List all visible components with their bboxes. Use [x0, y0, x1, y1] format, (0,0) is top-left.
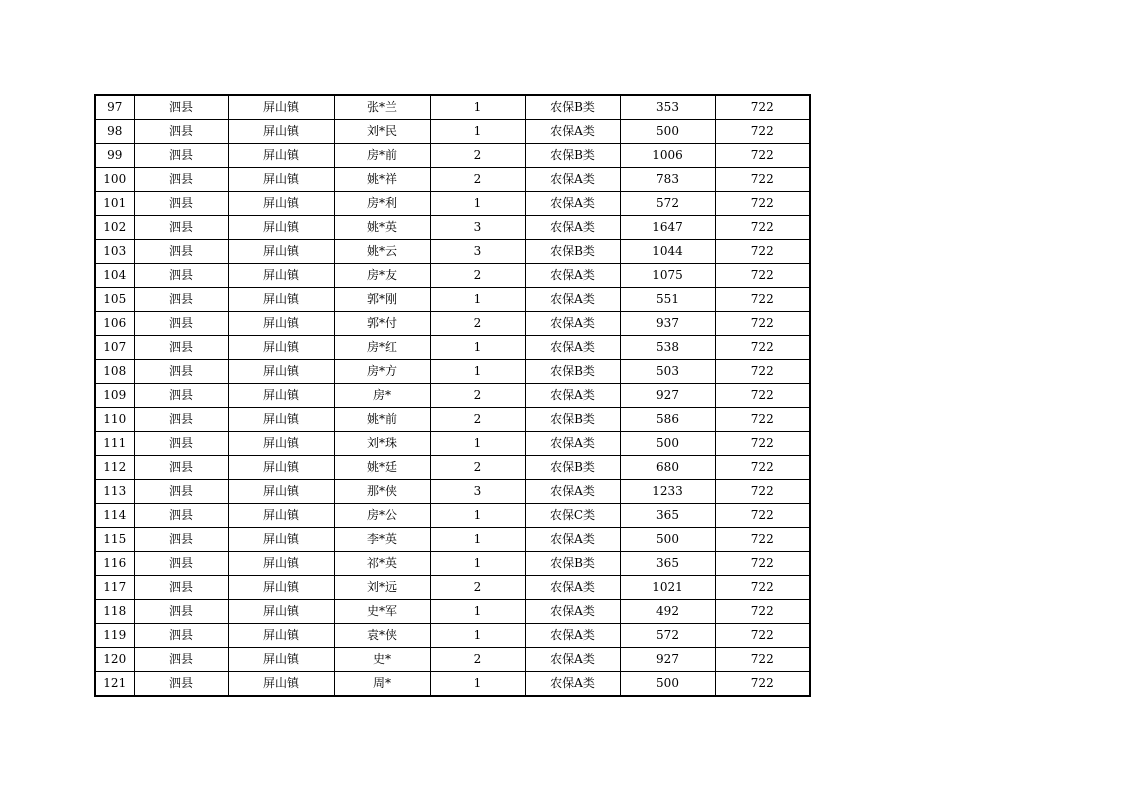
row-number-cell: 120: [95, 648, 134, 672]
standard-cell: 722: [715, 432, 810, 456]
row-number-cell: 109: [95, 384, 134, 408]
category-cell: 农保B类: [525, 144, 620, 168]
town-cell: 屏山镇: [228, 552, 334, 576]
category-cell: 农保B类: [525, 408, 620, 432]
county-cell: 泗县: [134, 672, 228, 697]
name-cell: 姚*廷: [334, 456, 430, 480]
standard-cell: 722: [715, 288, 810, 312]
amount-cell: 937: [620, 312, 715, 336]
name-cell: 那*侠: [334, 480, 430, 504]
row-number-cell: 111: [95, 432, 134, 456]
table-row: [95, 192, 810, 216]
county-cell: 泗县: [134, 456, 228, 480]
town-cell: 屏山镇: [228, 600, 334, 624]
name-cell: 房*公: [334, 504, 430, 528]
row-number-cell: 101: [95, 192, 134, 216]
count-cell: 1: [430, 624, 525, 648]
standard-cell: 722: [715, 504, 810, 528]
table-row: [95, 240, 810, 264]
standard-cell: 722: [715, 528, 810, 552]
name-cell: 周*: [334, 672, 430, 697]
town-cell: 屏山镇: [228, 384, 334, 408]
standard-cell: 722: [715, 624, 810, 648]
count-cell: 1: [430, 336, 525, 360]
amount-cell: 572: [620, 624, 715, 648]
town-cell: 屏山镇: [228, 360, 334, 384]
name-cell: 刘*远: [334, 576, 430, 600]
amount-cell: 365: [620, 552, 715, 576]
category-cell: 农保A类: [525, 264, 620, 288]
table-row: [95, 576, 810, 600]
standard-cell: 722: [715, 600, 810, 624]
name-cell: 刘*珠: [334, 432, 430, 456]
amount-cell: 353: [620, 95, 715, 120]
name-cell: 房*红: [334, 336, 430, 360]
name-cell: 郭*刚: [334, 288, 430, 312]
standard-cell: 722: [715, 216, 810, 240]
amount-cell: 586: [620, 408, 715, 432]
table-row: [95, 432, 810, 456]
county-cell: 泗县: [134, 312, 228, 336]
count-cell: 1: [430, 432, 525, 456]
count-cell: 1: [430, 552, 525, 576]
amount-cell: 492: [620, 600, 715, 624]
county-cell: 泗县: [134, 168, 228, 192]
name-cell: 姚*云: [334, 240, 430, 264]
standard-cell: 722: [715, 264, 810, 288]
county-cell: 泗县: [134, 552, 228, 576]
count-cell: 1: [430, 288, 525, 312]
category-cell: 农保A类: [525, 432, 620, 456]
category-cell: 农保A类: [525, 648, 620, 672]
row-number-cell: 121: [95, 672, 134, 697]
category-cell: 农保A类: [525, 480, 620, 504]
standard-cell: 722: [715, 480, 810, 504]
amount-cell: 500: [620, 432, 715, 456]
name-cell: 房*友: [334, 264, 430, 288]
town-cell: 屏山镇: [228, 528, 334, 552]
standard-cell: 722: [715, 360, 810, 384]
amount-cell: 365: [620, 504, 715, 528]
standard-cell: 722: [715, 648, 810, 672]
count-cell: 1: [430, 600, 525, 624]
name-cell: 姚*英: [334, 216, 430, 240]
county-cell: 泗县: [134, 480, 228, 504]
name-cell: 姚*前: [334, 408, 430, 432]
table-row: [95, 456, 810, 480]
county-cell: 泗县: [134, 648, 228, 672]
county-cell: 泗县: [134, 528, 228, 552]
town-cell: 屏山镇: [228, 432, 334, 456]
county-cell: 泗县: [134, 360, 228, 384]
county-cell: 泗县: [134, 384, 228, 408]
category-cell: 农保B类: [525, 552, 620, 576]
town-cell: 屏山镇: [228, 504, 334, 528]
table-row: [95, 480, 810, 504]
category-cell: 农保B类: [525, 360, 620, 384]
row-number-cell: 103: [95, 240, 134, 264]
row-number-cell: 107: [95, 336, 134, 360]
town-cell: 屏山镇: [228, 288, 334, 312]
town-cell: 屏山镇: [228, 264, 334, 288]
row-number-cell: 97: [95, 95, 134, 120]
category-cell: 农保A类: [525, 168, 620, 192]
table-row: [95, 264, 810, 288]
town-cell: 屏山镇: [228, 240, 334, 264]
name-cell: 史*军: [334, 600, 430, 624]
count-cell: 2: [430, 312, 525, 336]
standard-cell: 722: [715, 144, 810, 168]
table-row: [95, 360, 810, 384]
category-cell: 农保A类: [525, 600, 620, 624]
table-row: [95, 144, 810, 168]
row-number-cell: 116: [95, 552, 134, 576]
county-cell: 泗县: [134, 624, 228, 648]
table-row: [95, 168, 810, 192]
count-cell: 2: [430, 264, 525, 288]
amount-cell: 500: [620, 528, 715, 552]
county-cell: 泗县: [134, 264, 228, 288]
category-cell: 农保A类: [525, 312, 620, 336]
category-cell: 农保B类: [525, 95, 620, 120]
town-cell: 屏山镇: [228, 312, 334, 336]
name-cell: 袁*侠: [334, 624, 430, 648]
name-cell: 姚*祥: [334, 168, 430, 192]
row-number-cell: 104: [95, 264, 134, 288]
amount-cell: 1647: [620, 216, 715, 240]
name-cell: 房*前: [334, 144, 430, 168]
count-cell: 2: [430, 168, 525, 192]
row-number-cell: 115: [95, 528, 134, 552]
row-number-cell: 117: [95, 576, 134, 600]
town-cell: 屏山镇: [228, 336, 334, 360]
table-row: [95, 384, 810, 408]
amount-cell: 680: [620, 456, 715, 480]
row-number-cell: 112: [95, 456, 134, 480]
name-cell: 房*方: [334, 360, 430, 384]
county-cell: 泗县: [134, 95, 228, 120]
table-row: [95, 504, 810, 528]
standard-cell: 722: [715, 192, 810, 216]
county-cell: 泗县: [134, 408, 228, 432]
town-cell: 屏山镇: [228, 95, 334, 120]
county-cell: 泗县: [134, 216, 228, 240]
row-number-cell: 118: [95, 600, 134, 624]
category-cell: 农保A类: [525, 120, 620, 144]
row-number-cell: 105: [95, 288, 134, 312]
county-cell: 泗县: [134, 432, 228, 456]
count-cell: 1: [430, 528, 525, 552]
table-body: [95, 95, 810, 696]
town-cell: 屏山镇: [228, 168, 334, 192]
amount-cell: 503: [620, 360, 715, 384]
amount-cell: 572: [620, 192, 715, 216]
table-row: [95, 672, 810, 697]
count-cell: 3: [430, 480, 525, 504]
town-cell: 屏山镇: [228, 216, 334, 240]
town-cell: 屏山镇: [228, 144, 334, 168]
county-cell: 泗县: [134, 144, 228, 168]
county-cell: 泗县: [134, 288, 228, 312]
count-cell: 1: [430, 120, 525, 144]
county-cell: 泗县: [134, 240, 228, 264]
category-cell: 农保A类: [525, 192, 620, 216]
data-table: [94, 94, 811, 697]
amount-cell: 551: [620, 288, 715, 312]
amount-cell: 500: [620, 120, 715, 144]
row-number-cell: 102: [95, 216, 134, 240]
name-cell: 房*: [334, 384, 430, 408]
table-row: [95, 624, 810, 648]
category-cell: 农保A类: [525, 216, 620, 240]
category-cell: 农保A类: [525, 288, 620, 312]
count-cell: 2: [430, 408, 525, 432]
table-row: [95, 600, 810, 624]
amount-cell: 500: [620, 672, 715, 697]
town-cell: 屏山镇: [228, 672, 334, 697]
category-cell: 农保C类: [525, 504, 620, 528]
count-cell: 2: [430, 576, 525, 600]
standard-cell: 722: [715, 384, 810, 408]
amount-cell: 1006: [620, 144, 715, 168]
town-cell: 屏山镇: [228, 648, 334, 672]
table-row: [95, 120, 810, 144]
standard-cell: 722: [715, 576, 810, 600]
table-row: [95, 528, 810, 552]
standard-cell: 722: [715, 336, 810, 360]
row-number-cell: 108: [95, 360, 134, 384]
amount-cell: 1233: [620, 480, 715, 504]
standard-cell: 722: [715, 408, 810, 432]
category-cell: 农保B类: [525, 240, 620, 264]
row-number-cell: 99: [95, 144, 134, 168]
table-row: [95, 336, 810, 360]
count-cell: 3: [430, 216, 525, 240]
category-cell: 农保A类: [525, 528, 620, 552]
town-cell: 屏山镇: [228, 456, 334, 480]
county-cell: 泗县: [134, 192, 228, 216]
row-number-cell: 98: [95, 120, 134, 144]
amount-cell: 1075: [620, 264, 715, 288]
row-number-cell: 113: [95, 480, 134, 504]
count-cell: 1: [430, 192, 525, 216]
name-cell: 史*: [334, 648, 430, 672]
table-row: [95, 408, 810, 432]
name-cell: 郭*付: [334, 312, 430, 336]
county-cell: 泗县: [134, 504, 228, 528]
name-cell: 刘*民: [334, 120, 430, 144]
table-row: [95, 288, 810, 312]
standard-cell: 722: [715, 672, 810, 697]
row-number-cell: 114: [95, 504, 134, 528]
amount-cell: 927: [620, 648, 715, 672]
town-cell: 屏山镇: [228, 624, 334, 648]
amount-cell: 783: [620, 168, 715, 192]
amount-cell: 927: [620, 384, 715, 408]
table-row: [95, 552, 810, 576]
county-cell: 泗县: [134, 576, 228, 600]
standard-cell: 722: [715, 240, 810, 264]
standard-cell: 722: [715, 95, 810, 120]
county-cell: 泗县: [134, 120, 228, 144]
count-cell: 2: [430, 384, 525, 408]
name-cell: 张*兰: [334, 95, 430, 120]
town-cell: 屏山镇: [228, 480, 334, 504]
county-cell: 泗县: [134, 600, 228, 624]
count-cell: 3: [430, 240, 525, 264]
county-cell: 泗县: [134, 336, 228, 360]
table-row: [95, 648, 810, 672]
table-row: [95, 216, 810, 240]
standard-cell: 722: [715, 168, 810, 192]
category-cell: 农保A类: [525, 336, 620, 360]
name-cell: 祁*英: [334, 552, 430, 576]
category-cell: 农保B类: [525, 456, 620, 480]
town-cell: 屏山镇: [228, 408, 334, 432]
name-cell: 李*英: [334, 528, 430, 552]
name-cell: 房*利: [334, 192, 430, 216]
town-cell: 屏山镇: [228, 192, 334, 216]
category-cell: 农保A类: [525, 576, 620, 600]
count-cell: 2: [430, 456, 525, 480]
amount-cell: 1044: [620, 240, 715, 264]
standard-cell: 722: [715, 312, 810, 336]
count-cell: 2: [430, 648, 525, 672]
town-cell: 屏山镇: [228, 120, 334, 144]
row-number-cell: 100: [95, 168, 134, 192]
town-cell: 屏山镇: [228, 576, 334, 600]
category-cell: 农保A类: [525, 384, 620, 408]
count-cell: 1: [430, 360, 525, 384]
row-number-cell: 119: [95, 624, 134, 648]
count-cell: 2: [430, 144, 525, 168]
category-cell: 农保A类: [525, 672, 620, 697]
standard-cell: 722: [715, 456, 810, 480]
count-cell: 1: [430, 504, 525, 528]
standard-cell: 722: [715, 120, 810, 144]
row-number-cell: 106: [95, 312, 134, 336]
standard-cell: 722: [715, 552, 810, 576]
amount-cell: 1021: [620, 576, 715, 600]
category-cell: 农保A类: [525, 624, 620, 648]
table-row: [95, 95, 810, 120]
count-cell: 1: [430, 95, 525, 120]
count-cell: 1: [430, 672, 525, 697]
row-number-cell: 110: [95, 408, 134, 432]
table-row: [95, 312, 810, 336]
amount-cell: 538: [620, 336, 715, 360]
